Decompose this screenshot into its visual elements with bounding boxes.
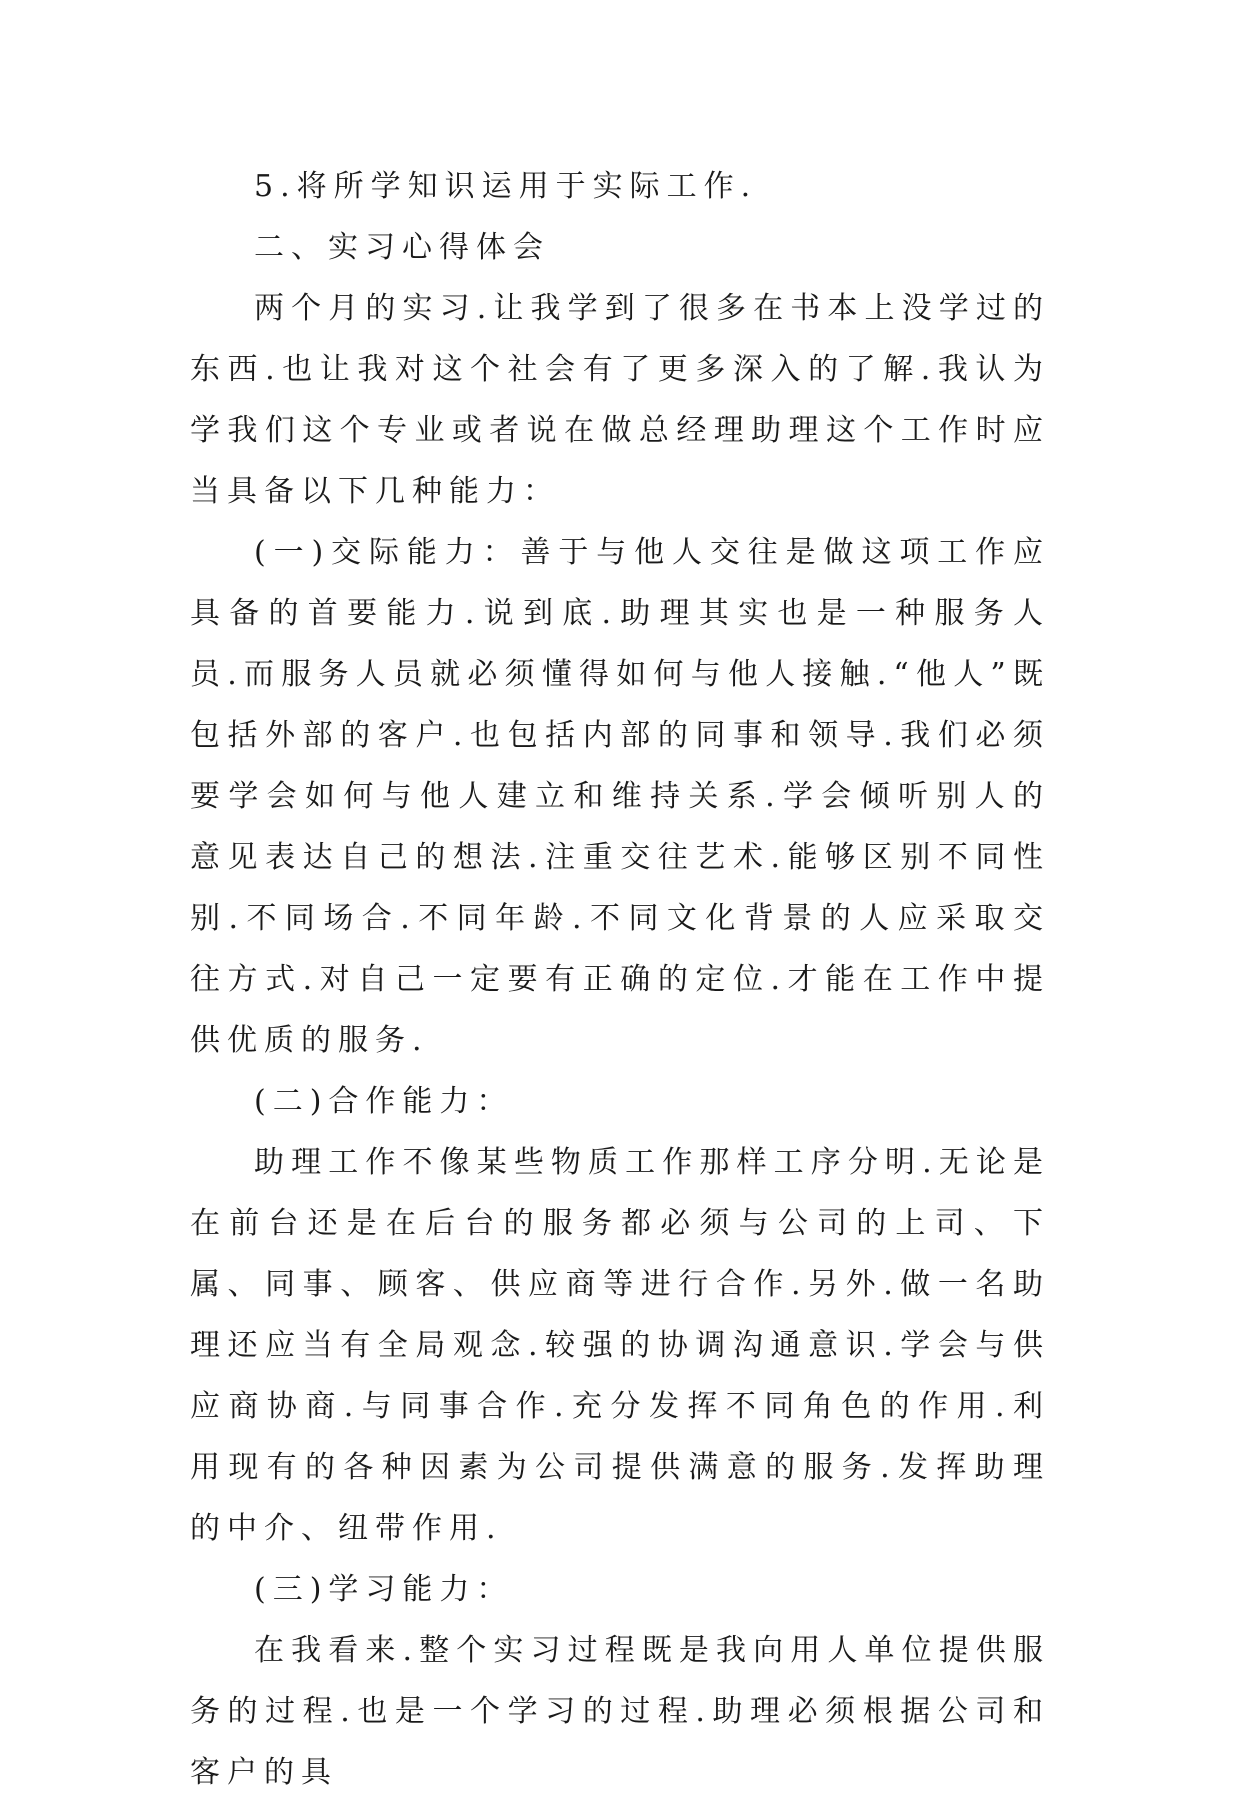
subheading-learning-ability: (三)学习能力：: [254, 1572, 514, 1607]
document-body: [190, 156, 1050, 1803]
paragraph-communication-ability: (一)交际能力：善于与他人交往是做这项工作应具备的首要能力.说到底.助理其实也是一种服务人员.而服务人员就必须懂得如何与他人接触.“他人”既包括外部的客户.也包括内部的同事和领导.我们必须要学会如何与他人建立和维持关系.学会倾听别人的意见表达自己的想法.注重交往艺术.能够区别不同性别.不同场合.不同年龄.不同文化背景的人应采取交往方式.对自己一定要有正确的定位.才能在工作中提供优质的服务.: [190, 535, 1050, 1058]
subheading-cooperation-ability: (二)合作能力：: [254, 1084, 514, 1119]
section-heading-internship-reflections: 二、实习心得体会: [254, 230, 550, 265]
paragraph-learning: 在我看来.整个实习过程既是我向用人单位提供服务的过程.也是一个学习的过程.助理必须根据公司和客户的具: [190, 1633, 1050, 1790]
paragraph-cooperation: 助理工作不像某些物质工作那样工序分明.无论是在前台还是在后台的服务都必须与公司的上司、下属、同事、顾客、供应商等进行合作.另外.做一名助理还应当有全局观念.较强的协调沟通意识.学会与供应商协商.与同事合作.充分发挥不同角色的作用.利用现有的各种因素为公司提供满意的服务.发挥助理的中介、纽带作用.: [190, 1145, 1050, 1546]
list-item-5: 5.将所学知识运用于实际工作.: [254, 169, 758, 204]
paragraph-intro: 两个月的实习.让我学到了很多在书本上没学过的东西.也让我对这个社会有了更多深入的了解.我认为学我们这个专业或者说在做总经理助理这个工作时应当具备以下几种能力：: [190, 291, 1050, 509]
